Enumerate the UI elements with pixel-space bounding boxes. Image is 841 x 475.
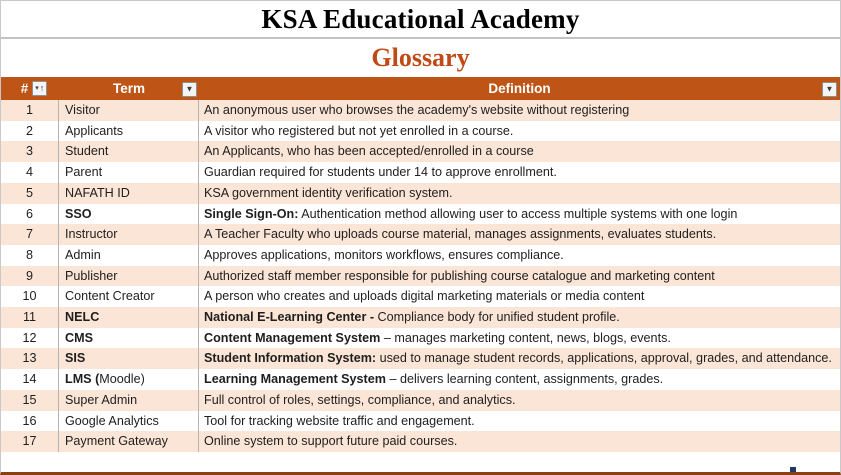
table-row (1, 286, 840, 307)
text-segment: Admin (65, 247, 101, 262)
row-number-cell[interactable]: 5 (1, 183, 59, 204)
table-row (1, 100, 840, 121)
row-number-cell[interactable]: 10 (1, 286, 59, 307)
term-cell[interactable] (59, 348, 199, 369)
definition-cell[interactable] (199, 266, 840, 287)
table-row (1, 121, 840, 142)
row-number-cell[interactable]: 4 (1, 162, 59, 183)
row-number-cell[interactable]: 3 (1, 141, 59, 162)
text-segment: Guardian required for students under 14 to approve enrollment. (204, 165, 557, 180)
text-segment: Moodle) (99, 372, 145, 387)
table-row (1, 245, 840, 266)
term-cell[interactable] (59, 183, 199, 204)
table-row (1, 183, 840, 204)
row-number-cell[interactable]: 7 (1, 224, 59, 245)
column-header-number (1, 81, 59, 96)
term-cell[interactable] (59, 390, 199, 411)
text-segment: NAFATH ID (65, 185, 130, 200)
text-segment: Tool for tracking website traffic and engagement. (204, 413, 475, 428)
row-number-cell[interactable]: 1 (1, 100, 59, 121)
table-row (1, 328, 840, 349)
term-cell[interactable] (59, 100, 199, 121)
row-number-cell[interactable]: 11 (1, 307, 59, 328)
text-segment: Authorized staff member responsible for publishing course catalogue and marketing content (204, 268, 715, 283)
column-header-number-label: # (20, 81, 29, 96)
text-segment: Visitor (65, 103, 100, 117)
text-segment: An anonymous user who browses the academy's website without registering (204, 103, 630, 117)
text-segment: Approves applications, monitors workflows, ensures compliance. (204, 247, 564, 262)
row-number-cell[interactable]: 13 (1, 348, 59, 369)
definition-cell[interactable] (199, 431, 840, 452)
page-title-text: KSA Educational Academy (261, 3, 580, 34)
text-segment: Student (65, 144, 109, 159)
table-row (1, 390, 840, 411)
text-segment: A person who creates and uploads digital marketing materials or media content (204, 289, 645, 304)
table-row (1, 431, 840, 452)
text-segment: National E-Learning Center - (204, 310, 375, 325)
row-number-cell[interactable]: 16 (1, 411, 59, 432)
text-segment: Parent (65, 165, 103, 180)
term-cell[interactable] (59, 224, 199, 245)
table-row (1, 307, 840, 328)
term-cell[interactable] (59, 204, 199, 225)
sheet-subtitle (1, 39, 840, 77)
text-segment: – manages marketing content, news, blogs, events. (380, 330, 671, 345)
text-segment: LMS ( (65, 372, 100, 387)
definition-cell[interactable] (199, 162, 840, 183)
glossary-rows (1, 100, 840, 452)
text-segment: Content Management System (204, 330, 381, 345)
text-segment: A visitor who registered but not yet enrolled in a course. (204, 123, 514, 138)
definition-cell[interactable] (199, 328, 840, 349)
column-header-definition-label: Definition (488, 81, 551, 96)
text-segment: Compliance body for unified student profile. (374, 310, 620, 325)
sheet-subtitle-text: Glossary (371, 43, 470, 72)
table-row (1, 266, 840, 287)
term-filter-button[interactable] (182, 82, 197, 97)
column-header-term (59, 81, 199, 96)
definition-cell[interactable] (199, 183, 840, 204)
table-row (1, 348, 840, 369)
table-row (1, 369, 840, 390)
text-segment: A Teacher Faculty who uploads course material, manages assignments, evaluates students. (204, 227, 717, 242)
text-segment: SSO (65, 206, 92, 221)
definition-cell[interactable] (199, 121, 840, 142)
row-number-cell[interactable]: 12 (1, 328, 59, 349)
text-segment: – delivers learning content, assignments, grades. (385, 372, 664, 387)
row-number-cell[interactable]: 9 (1, 266, 59, 287)
chevron-down-icon: ▼ (185, 84, 194, 93)
definition-cell[interactable] (199, 245, 840, 266)
sort-ascending-filter-icon: ▾ (35, 85, 39, 92)
term-cell[interactable] (59, 369, 199, 390)
page-title (1, 1, 840, 39)
term-cell[interactable] (59, 328, 199, 349)
definition-cell[interactable] (199, 390, 840, 411)
text-segment: SIS (65, 351, 86, 366)
term-cell[interactable] (59, 307, 199, 328)
column-header-definition (199, 81, 840, 96)
term-cell[interactable] (59, 431, 199, 452)
definition-cell[interactable] (199, 100, 840, 121)
table-row (1, 224, 840, 245)
definition-cell[interactable] (199, 348, 840, 369)
term-cell[interactable] (59, 121, 199, 142)
definition-cell[interactable] (199, 307, 840, 328)
text-segment: Super Admin (65, 392, 138, 407)
text-segment: NELC (65, 310, 100, 325)
text-segment: CMS (65, 330, 93, 345)
text-segment: used to manage student records, applications, approval, grades, and attendance. (376, 351, 832, 366)
definition-cell[interactable] (199, 224, 840, 245)
text-segment: Publisher (65, 268, 118, 283)
text-segment: Payment Gateway (65, 434, 168, 449)
definition-filter-button[interactable] (822, 82, 837, 97)
term-cell[interactable] (59, 411, 199, 432)
definition-cell[interactable] (199, 411, 840, 432)
definition-cell[interactable] (199, 369, 840, 390)
row-number-cell[interactable]: 6 (1, 204, 59, 225)
table-row (1, 204, 840, 225)
term-cell[interactable] (59, 286, 199, 307)
table-row (1, 162, 840, 183)
term-cell[interactable] (59, 162, 199, 183)
row-number-cell[interactable]: 8 (1, 245, 59, 266)
number-filter-button[interactable] (32, 81, 47, 96)
sort-ascending-arrow-icon: ↑ (39, 83, 45, 93)
text-segment: Online system to support future paid courses. (204, 434, 458, 449)
row-number-cell[interactable]: 2 (1, 121, 59, 142)
definition-cell[interactable] (199, 141, 840, 162)
text-segment: Learning Management System (204, 372, 386, 387)
row-number-cell[interactable]: 17 (1, 431, 59, 452)
text-segment: Student Information System: (204, 351, 377, 366)
definition-cell[interactable] (199, 286, 840, 307)
term-cell[interactable] (59, 266, 199, 287)
text-segment: Google Analytics (65, 413, 159, 428)
text-segment: KSA government identity verification system. (204, 185, 453, 200)
row-number-cell[interactable]: 15 (1, 390, 59, 411)
text-segment: Content Creator (65, 289, 155, 304)
text-segment: Single Sign-On: (204, 206, 299, 221)
selection-handle[interactable] (790, 467, 796, 472)
table-row (1, 141, 840, 162)
definition-cell[interactable] (199, 204, 840, 225)
text-segment: An Applicants, who has been accepted/enrolled in a course (204, 144, 534, 159)
table-header-row (1, 77, 840, 100)
column-header-term-label: Term (112, 81, 145, 96)
term-cell[interactable] (59, 141, 199, 162)
row-number-cell[interactable]: 14 (1, 369, 59, 390)
table-row (1, 411, 840, 432)
text-segment: Authentication method allowing user to access multiple systems with one login (298, 206, 738, 221)
text-segment: Full control of roles, settings, compliance, and analytics. (204, 392, 516, 407)
text-segment: Applicants (65, 123, 124, 138)
chevron-down-icon: ▼ (825, 84, 834, 93)
term-cell[interactable] (59, 245, 199, 266)
text-segment: Instructor (65, 227, 118, 242)
